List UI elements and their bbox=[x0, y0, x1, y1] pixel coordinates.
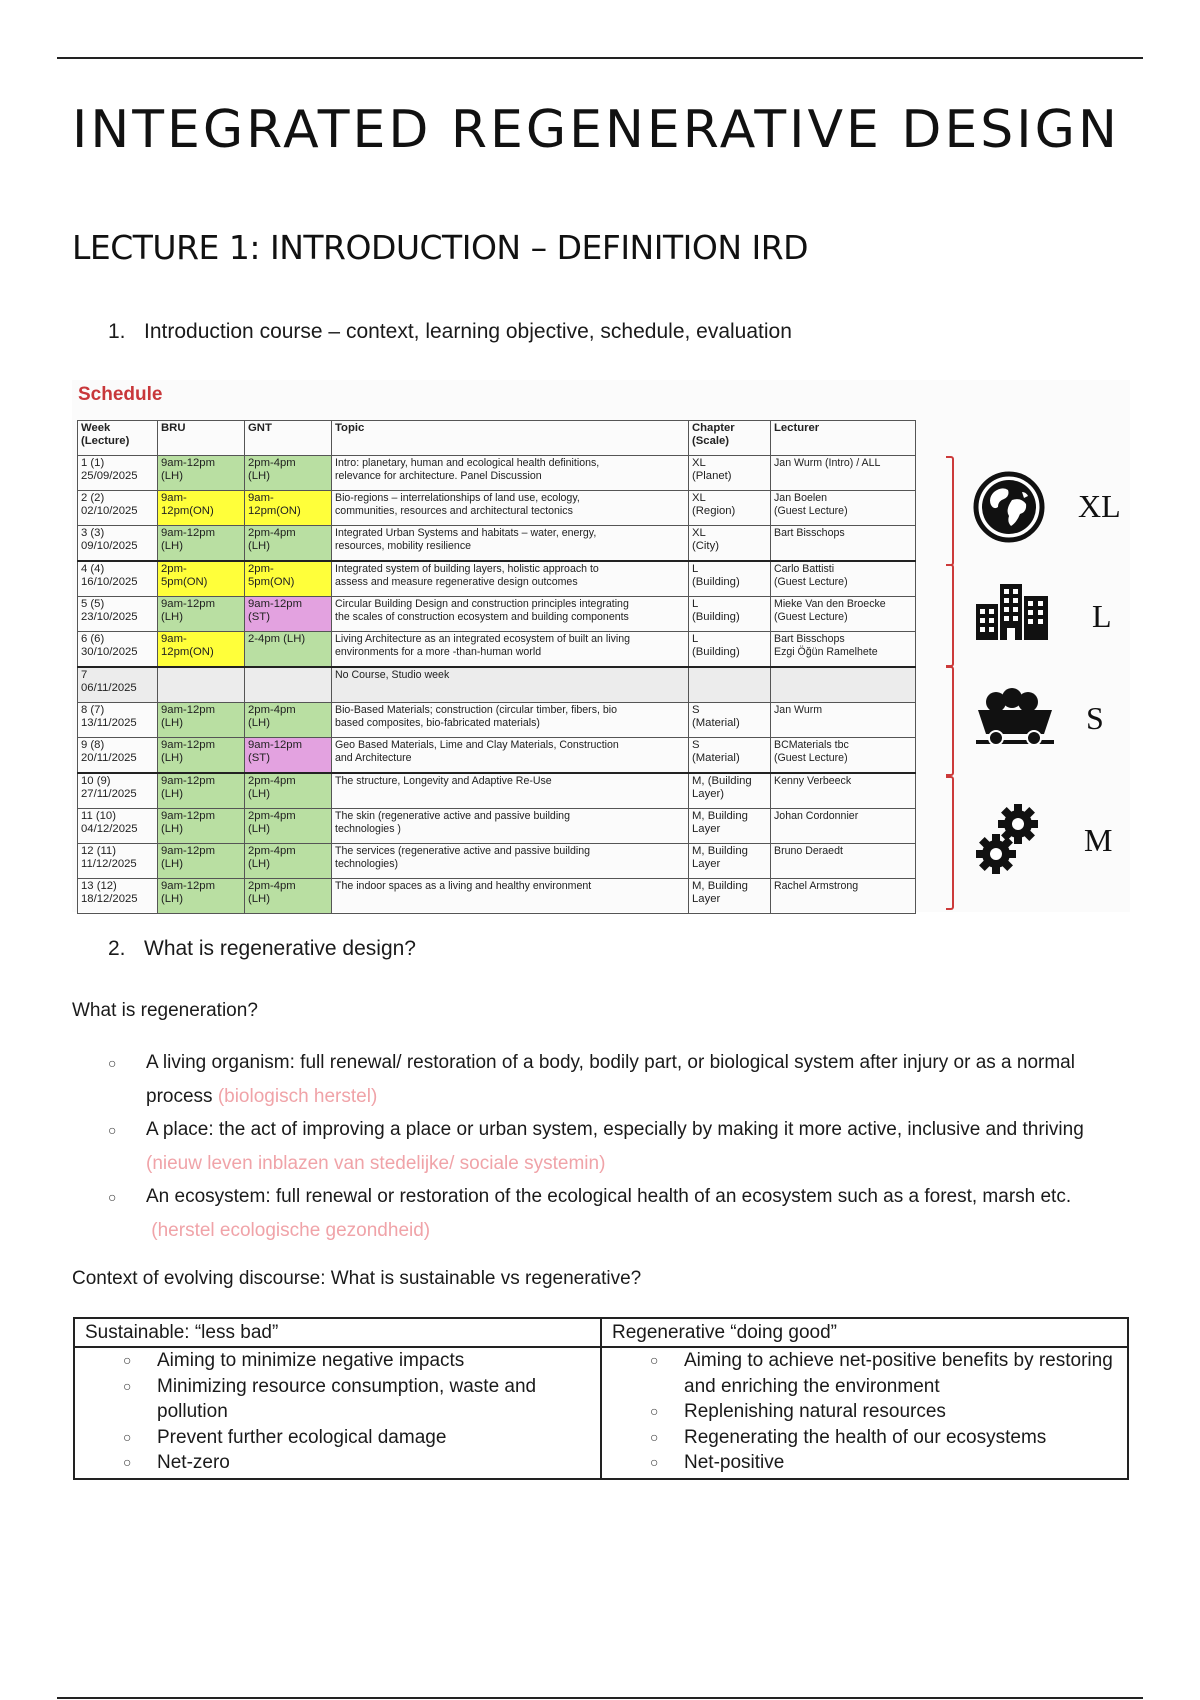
buildings-icon bbox=[974, 582, 1050, 640]
item-text: Net-zero bbox=[157, 1452, 230, 1473]
bru-cell: 9am- 12pm(ON) bbox=[158, 632, 245, 668]
topic-cell: Bio-regions – interrelationships of land use, ecology, communities, resources and architectural tectonics bbox=[332, 491, 689, 526]
comparison-body-row bbox=[74, 1347, 1128, 1479]
section-2-heading bbox=[108, 937, 416, 961]
regeneration-question: What is regeneration? bbox=[72, 1000, 258, 1021]
week-cell: 2 (2) 02/10/2025 bbox=[78, 491, 158, 526]
week-cell: 12 (11) 11/12/2025 bbox=[78, 844, 158, 879]
item-note: (biologisch herstel) bbox=[217, 1086, 378, 1107]
bullet-icon: ○ bbox=[108, 1055, 117, 1071]
document-title: INTEGRATED REGENERATIVE DESIGN bbox=[72, 100, 1120, 160]
header-topic: Topic bbox=[332, 421, 689, 456]
chapter-cell: L (Building) bbox=[689, 597, 771, 632]
gnt-cell: 2pm-4pm (LH) bbox=[245, 703, 332, 738]
bru-cell bbox=[158, 667, 245, 703]
gnt-cell: 9am- 12pm(ON) bbox=[245, 491, 332, 526]
regeneration-list bbox=[100, 1046, 1130, 1247]
gnt-cell: 2pm-4pm (LH) bbox=[245, 879, 332, 914]
table-row bbox=[78, 879, 916, 914]
chapter-cell: M, Building Layer bbox=[689, 879, 771, 914]
chapter-cell: M, Building Layer bbox=[689, 844, 771, 879]
schedule-header-row bbox=[78, 421, 916, 456]
item-text: Net-positive bbox=[684, 1452, 785, 1473]
lecturer-cell: Carlo Battisti (Guest Lecture) bbox=[771, 561, 916, 597]
bru-cell: 9am-12pm (LH) bbox=[158, 809, 245, 844]
gnt-cell: 2pm-4pm (LH) bbox=[245, 809, 332, 844]
table-row bbox=[78, 456, 916, 491]
item-text: Regenerating the health of our ecosystems bbox=[684, 1426, 1047, 1448]
week-cell: 13 (12) 18/12/2025 bbox=[78, 879, 158, 914]
chapter-cell: M, (Building Layer) bbox=[689, 773, 771, 809]
lecturer-cell: Bruno Deraedt bbox=[771, 844, 916, 879]
list-item bbox=[100, 1046, 1130, 1114]
chapter-cell: XL (Region) bbox=[689, 491, 771, 526]
lecturer-cell: Jan Wurm bbox=[771, 703, 916, 738]
list-item bbox=[100, 1180, 1130, 1248]
bullet-icon: ○ bbox=[650, 1352, 659, 1368]
gnt-cell: 2pm-4pm (LH) bbox=[245, 773, 332, 809]
bullet-icon: ○ bbox=[650, 1454, 659, 1470]
week-cell: 7 06/11/2025 bbox=[78, 667, 158, 703]
list-item bbox=[75, 1374, 600, 1425]
chapter-cell: S (Material) bbox=[689, 738, 771, 774]
lecturer-cell: Bart Bisschops Ezgi Öğün Ramelhete bbox=[771, 632, 916, 668]
topic-cell: Geo Based Materials, Lime and Clay Materials, Construction and Architecture bbox=[332, 738, 689, 774]
item-note: (herstel ecologische gezondheid) bbox=[151, 1220, 431, 1241]
table-row bbox=[78, 491, 916, 526]
bru-cell: 2pm- 5pm(ON) bbox=[158, 561, 245, 597]
scale-label-xl: XL bbox=[1078, 488, 1121, 524]
section-1-number: 1. bbox=[108, 320, 126, 343]
scale-label-m: M bbox=[1084, 822, 1113, 858]
bru-cell: 9am-12pm (LH) bbox=[158, 597, 245, 632]
bracket-m bbox=[946, 776, 954, 910]
week-cell: 11 (10) 04/12/2025 bbox=[78, 809, 158, 844]
schedule-title: Schedule bbox=[78, 384, 163, 405]
chapter-cell: S (Material) bbox=[689, 703, 771, 738]
header-chapter: Chapter (Scale) bbox=[689, 421, 771, 456]
chapter-cell: XL (Planet) bbox=[689, 456, 771, 491]
chapter-cell bbox=[689, 667, 771, 703]
bru-cell: 9am-12pm (LH) bbox=[158, 879, 245, 914]
topic-cell: The structure, Longevity and Adaptive Re-Use bbox=[332, 773, 689, 809]
comparison-header-row bbox=[74, 1318, 1128, 1347]
topic-cell: Integrated system of building layers, holistic approach to assess and measure regenerative design outcomes bbox=[332, 561, 689, 597]
table-row bbox=[78, 703, 916, 738]
section-1-heading bbox=[108, 320, 792, 344]
list-item bbox=[602, 1348, 1127, 1399]
gnt-cell: 2pm-4pm (LH) bbox=[245, 844, 332, 879]
topic-cell: Circular Building Design and construction principles integrating the scales of construction ecosystem and building components bbox=[332, 597, 689, 632]
schedule-body bbox=[78, 456, 916, 914]
bullet-icon: ○ bbox=[123, 1428, 132, 1445]
bullet-icon: ○ bbox=[650, 1428, 659, 1445]
item-text: Aiming to achieve net-positive benefits by restoring and enriching the environment bbox=[684, 1350, 1113, 1397]
gnt-cell: 2-4pm (LH) bbox=[245, 632, 332, 668]
globe-icon bbox=[972, 470, 1046, 544]
comparison-context: Context of evolving discourse: What is sustainable vs regenerative? bbox=[72, 1268, 642, 1289]
schedule-table bbox=[77, 420, 916, 914]
list-item bbox=[602, 1399, 1127, 1425]
lecturer-cell: Johan Cordonnier bbox=[771, 809, 916, 844]
sustainable-cell bbox=[74, 1347, 601, 1479]
regenerative-header: Regenerative “doing good” bbox=[601, 1318, 1128, 1347]
bru-cell: 9am-12pm (LH) bbox=[158, 456, 245, 491]
list-item bbox=[75, 1450, 600, 1476]
week-cell: 9 (8) 20/11/2025 bbox=[78, 738, 158, 774]
table-row bbox=[78, 809, 916, 844]
topic-cell: Integrated Urban Systems and habitats – water, energy, resources, mobility resilience bbox=[332, 526, 689, 562]
section-2-text: What is regenerative design? bbox=[144, 937, 416, 960]
scale-label-l: L bbox=[1092, 598, 1112, 634]
list-item bbox=[100, 1113, 1130, 1181]
bru-cell: 9am-12pm (LH) bbox=[158, 844, 245, 879]
gnt-cell: 9am-12pm (ST) bbox=[245, 597, 332, 632]
item-note: (nieuw leven inblazen van stedelijke/ sociale systemin) bbox=[146, 1153, 606, 1174]
lecturer-cell bbox=[771, 667, 916, 703]
lecturer-cell: BCMaterials tbc (Guest Lecture) bbox=[771, 738, 916, 774]
bullet-icon: ○ bbox=[108, 1189, 117, 1205]
sustainable-list bbox=[75, 1348, 600, 1476]
bullet-icon: ○ bbox=[108, 1122, 117, 1138]
lecture-heading: LECTURE 1: INTRODUCTION – DEFINITION IRD bbox=[72, 228, 809, 267]
item-text: Aiming to minimize negative impacts bbox=[157, 1350, 465, 1371]
list-item bbox=[75, 1425, 600, 1451]
week-cell: 3 (3) 09/10/2025 bbox=[78, 526, 158, 562]
bru-cell: 9am- 12pm(ON) bbox=[158, 491, 245, 526]
lecturer-cell: Rachel Armstrong bbox=[771, 879, 916, 914]
gnt-cell: 9am-12pm (ST) bbox=[245, 738, 332, 774]
chapter-cell: L (Building) bbox=[689, 632, 771, 668]
bru-cell: 9am-12pm (LH) bbox=[158, 526, 245, 562]
chapter-cell: L (Building) bbox=[689, 561, 771, 597]
header-gnt: GNT bbox=[245, 421, 332, 456]
chapter-cell: XL (City) bbox=[689, 526, 771, 562]
scale-label-s: S bbox=[1086, 700, 1104, 736]
topic-cell: Intro: planetary, human and ecological health definitions, relevance for architecture. Panel Discussion bbox=[332, 456, 689, 491]
regenerative-list bbox=[602, 1348, 1127, 1476]
table-row bbox=[78, 738, 916, 774]
top-rule bbox=[57, 57, 1143, 59]
list-item bbox=[602, 1425, 1127, 1451]
section-2-number: 2. bbox=[108, 937, 126, 960]
topic-cell: No Course, Studio week bbox=[332, 667, 689, 703]
list-item bbox=[75, 1348, 600, 1374]
chapter-cell: M, Building Layer bbox=[689, 809, 771, 844]
bullet-icon: ○ bbox=[123, 1454, 132, 1470]
lecturer-cell: Bart Bisschops bbox=[771, 526, 916, 562]
week-cell: 8 (7) 13/11/2025 bbox=[78, 703, 158, 738]
item-text: Replenishing natural resources bbox=[684, 1401, 946, 1422]
table-row bbox=[78, 773, 916, 809]
section-1-text: Introduction course – context, learning objective, schedule, evaluation bbox=[144, 320, 792, 343]
gnt-cell: 2pm- 5pm(ON) bbox=[245, 561, 332, 597]
bottom-rule bbox=[57, 1697, 1143, 1699]
table-row bbox=[78, 844, 916, 879]
week-cell: 6 (6) 30/10/2025 bbox=[78, 632, 158, 668]
lecturer-cell: Kenny Verbeeck bbox=[771, 773, 916, 809]
week-cell: 10 (9) 27/11/2025 bbox=[78, 773, 158, 809]
week-cell: 5 (5) 23/10/2025 bbox=[78, 597, 158, 632]
sustainable-header: Sustainable: “less bad” bbox=[74, 1318, 601, 1347]
lecturer-cell: Mieke Van den Broecke (Guest Lecture) bbox=[771, 597, 916, 632]
gnt-cell: 2pm-4pm (LH) bbox=[245, 526, 332, 562]
header-bru: BRU bbox=[158, 421, 245, 456]
item-text: A living organism: full renewal/ restoration of a body, bodily part, or biological system after injury or as a normal process bbox=[146, 1052, 1075, 1107]
mine-cart-icon bbox=[974, 688, 1056, 750]
regenerative-cell bbox=[601, 1347, 1128, 1479]
bullet-icon: ○ bbox=[650, 1403, 659, 1419]
topic-cell: The skin (regenerative active and passive building technologies ) bbox=[332, 809, 689, 844]
topic-cell: Living Architecture as an integrated ecosystem of built an living environments for a more -than-human world bbox=[332, 632, 689, 668]
bullet-icon: ○ bbox=[123, 1352, 132, 1368]
gears-icon bbox=[976, 800, 1040, 880]
table-row bbox=[78, 597, 916, 632]
item-text: A place: the act of improving a place or urban system, especially by making it more active, inclusive and thriving bbox=[146, 1119, 1084, 1140]
topic-cell: Bio-Based Materials; construction (circular timber, fibers, bio based composites, bio-fabricated materials) bbox=[332, 703, 689, 738]
item-text: Minimizing resource consumption, waste and pollution bbox=[157, 1375, 537, 1422]
item-text: An ecosystem: full renewal or restoration of the ecological health of an ecosystem such as a forest, marsh etc. bbox=[146, 1186, 1072, 1207]
week-cell: 1 (1) 25/09/2025 bbox=[78, 456, 158, 491]
table-row bbox=[78, 667, 916, 703]
lecturer-cell: Jan Wurm (Intro) / ALL bbox=[771, 456, 916, 491]
list-item bbox=[602, 1450, 1127, 1476]
week-cell: 4 (4) 16/10/2025 bbox=[78, 561, 158, 597]
item-text: Prevent further ecological damage bbox=[157, 1426, 447, 1448]
bracket-xl bbox=[946, 456, 954, 566]
lecturer-cell: Jan Boelen (Guest Lecture) bbox=[771, 491, 916, 526]
table-row bbox=[78, 632, 916, 668]
comparison-table bbox=[73, 1317, 1129, 1480]
topic-cell: The services (regenerative active and passive building technologies) bbox=[332, 844, 689, 879]
bracket-l bbox=[946, 564, 954, 667]
bru-cell: 9am-12pm (LH) bbox=[158, 773, 245, 809]
header-week: Week (Lecture) bbox=[78, 421, 158, 456]
gnt-cell bbox=[245, 667, 332, 703]
bru-cell: 9am-12pm (LH) bbox=[158, 703, 245, 738]
gnt-cell: 2pm-4pm (LH) bbox=[245, 456, 332, 491]
bullet-icon: ○ bbox=[123, 1377, 132, 1394]
bru-cell: 9am-12pm (LH) bbox=[158, 738, 245, 774]
header-lecturer: Lecturer bbox=[771, 421, 916, 456]
table-row bbox=[78, 526, 916, 562]
table-row bbox=[78, 561, 916, 597]
topic-cell: The indoor spaces as a living and healthy environment bbox=[332, 879, 689, 914]
bracket-s bbox=[946, 666, 954, 776]
